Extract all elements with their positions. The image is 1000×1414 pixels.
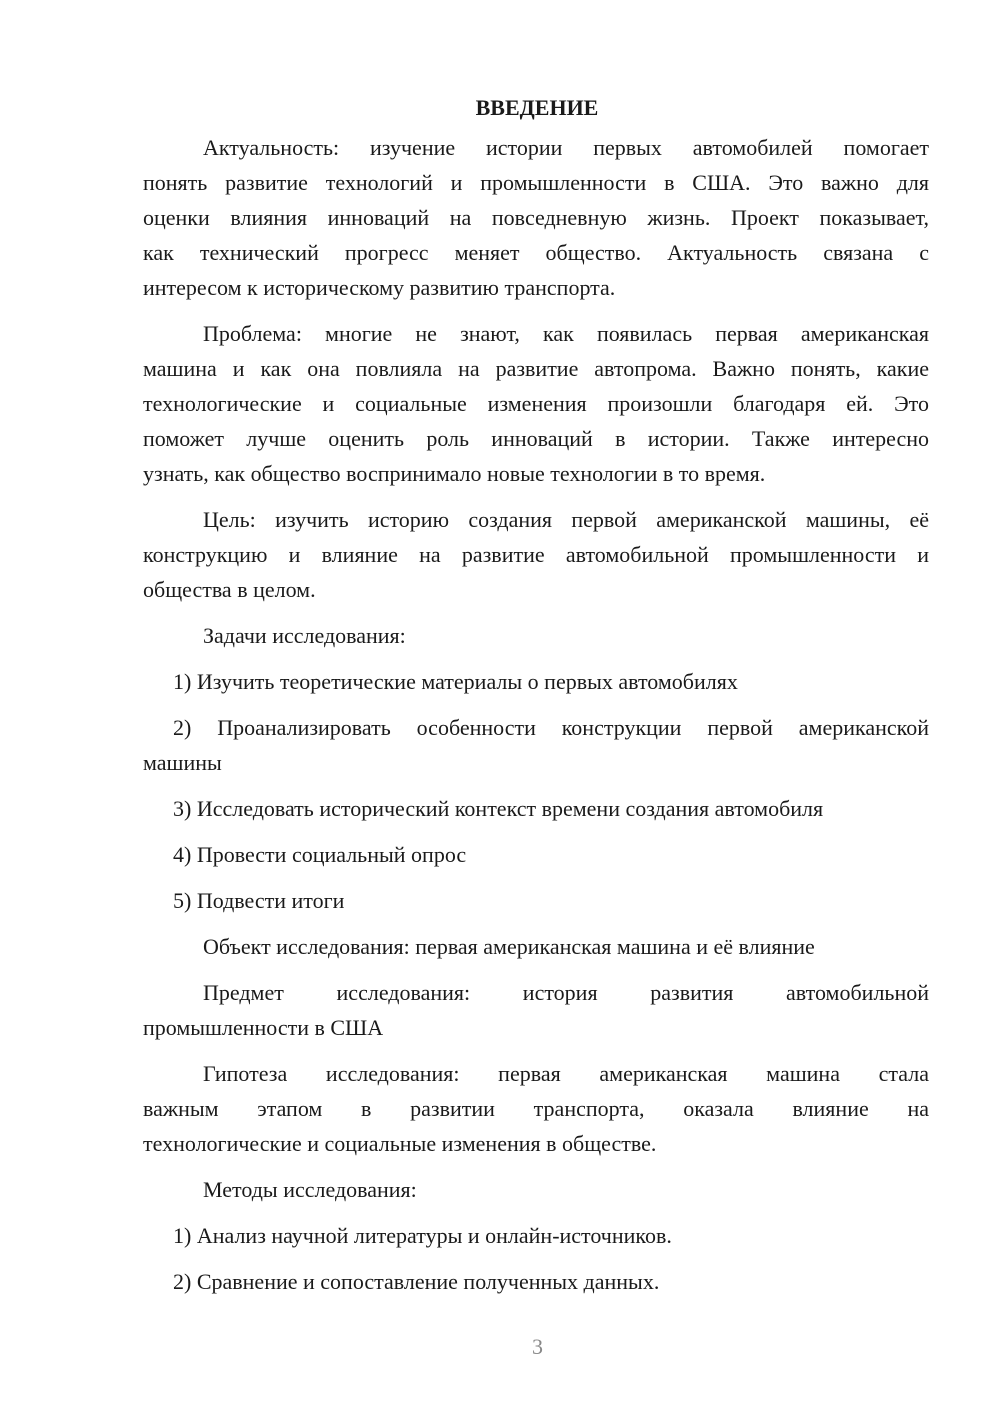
- subject-paragraph: [143, 975, 929, 1045]
- methods-heading: Методы исследования:: [203, 1177, 417, 1202]
- tasks-heading: Задачи исследования:: [203, 623, 406, 648]
- relevance-line: как технический прогресс меняет общество. Актуальность связана с: [143, 240, 929, 265]
- problem-line: узнать, как общество воспринимало новые технологии в то время.: [143, 461, 766, 486]
- document-page: [143, 90, 929, 1310]
- task-item: 3) Исследовать исторический контекст времени создания автомобиля: [173, 796, 824, 821]
- relevance-paragraph: [143, 130, 929, 305]
- problem-paragraph: [143, 316, 929, 491]
- hypothesis-line: важным этапом в развитии транспорта, оказала влияние на: [143, 1096, 929, 1121]
- goal-line: общества в целом.: [143, 577, 316, 602]
- method-item: 1) Анализ научной литературы и онлайн-источников.: [173, 1223, 672, 1248]
- task-line: машины: [143, 750, 222, 775]
- page-number: 3: [532, 1334, 543, 1359]
- relevance-line: Актуальность: изучение истории первых автомобилей помогает: [203, 135, 929, 160]
- hypothesis-line: Гипотеза исследования: первая американская машина стала: [203, 1061, 929, 1086]
- problem-line: технологические и социальные изменения произошли благодаря ей. Это: [143, 391, 929, 416]
- relevance-line: понять развитие технологий и промышленности в США. Это важно для: [143, 170, 929, 195]
- problem-line: поможет лучше оценить роль инноваций в истории. Также интересно: [143, 426, 929, 451]
- problem-line: Проблема: многие не знают, как появилась первая американская: [203, 321, 929, 346]
- subject-line: Предмет исследования: история развития автомобильной: [203, 980, 929, 1005]
- task-item: 5) Подвести итоги: [173, 888, 345, 913]
- relevance-line: интересом к историческому развитию транспорта.: [143, 275, 616, 300]
- goal-paragraph: [143, 502, 929, 607]
- task-item: [143, 710, 929, 780]
- goal-line: конструкцию и влияние на развитие автомобильной промышленности и: [143, 542, 929, 567]
- subject-line: промышленности в США: [143, 1015, 384, 1040]
- task-item: 4) Провести социальный опрос: [173, 842, 467, 867]
- goal-line: Цель: изучить историю создания первой американской машины, её: [203, 507, 929, 532]
- hypothesis-line: технологические и социальные изменения в обществе.: [143, 1131, 657, 1156]
- object-paragraph: Объект исследования: первая американская машина и её влияние: [203, 934, 815, 959]
- relevance-line: оценки влияния инноваций на повседневную жизнь. Проект показывает,: [143, 205, 929, 230]
- task-item: 1) Изучить теоретические материалы о первых автомобилях: [173, 669, 738, 694]
- section-title: ВВЕДЕНИЕ: [475, 95, 599, 120]
- task-line: 2) Проанализировать особенности конструкции первой американской: [173, 715, 929, 740]
- hypothesis-paragraph: [143, 1056, 929, 1161]
- method-item: 2) Сравнение и сопоставление полученных данных.: [173, 1269, 660, 1294]
- problem-line: машина и как она повлияла на развитие автопрома. Важно понять, какие: [143, 356, 929, 381]
